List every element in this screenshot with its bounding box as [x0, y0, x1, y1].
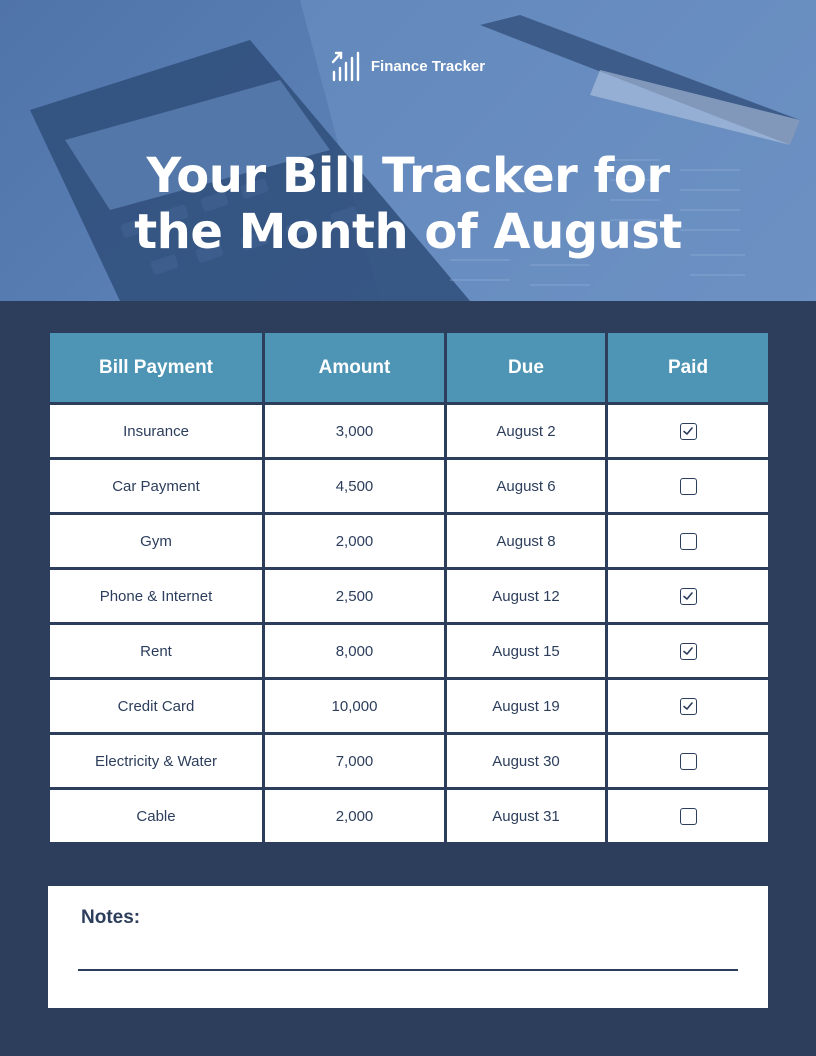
brand-name: Finance Tracker	[370, 57, 486, 75]
amount-cell: 10,000	[264, 679, 446, 734]
table-row	[49, 569, 770, 624]
paid-checkbox-unchecked[interactable]	[680, 533, 697, 550]
paid-cell	[607, 734, 770, 789]
bill-name-cell: Electricity & Water	[49, 734, 264, 789]
table-row	[49, 789, 770, 844]
paid-checkbox-checked[interactable]	[680, 643, 697, 660]
amount-cell: 8,000	[264, 624, 446, 679]
due-date-cell: August 2	[446, 404, 607, 459]
paid-checkbox-checked[interactable]	[680, 588, 697, 605]
table-row	[49, 734, 770, 789]
paid-checkbox-unchecked[interactable]	[680, 808, 697, 825]
table-row	[49, 514, 770, 569]
amount-cell: 2,500	[264, 569, 446, 624]
checkmark-icon	[682, 590, 694, 602]
checkmark-icon	[682, 700, 694, 712]
amount-cell: 4,500	[264, 459, 446, 514]
table-row	[49, 679, 770, 734]
due-date-cell: August 6	[446, 459, 607, 514]
header-due: Due	[446, 332, 607, 404]
paid-cell	[607, 514, 770, 569]
bill-name-cell: Phone & Internet	[49, 569, 264, 624]
table-header-row	[49, 332, 770, 404]
paid-checkbox-checked[interactable]	[680, 698, 697, 715]
paid-cell	[607, 624, 770, 679]
bill-name-cell: Gym	[49, 514, 264, 569]
page-title	[0, 148, 816, 260]
due-date-cell: August 19	[446, 679, 607, 734]
bill-name-cell: Credit Card	[49, 679, 264, 734]
paid-cell	[607, 404, 770, 459]
header-paid: Paid	[607, 332, 770, 404]
bar-chart-growth-icon	[331, 50, 361, 82]
due-date-cell: August 30	[446, 734, 607, 789]
table-row	[49, 404, 770, 459]
bill-name-cell: Insurance	[49, 404, 264, 459]
amount-cell: 2,000	[264, 789, 446, 844]
notes-panel	[48, 886, 768, 1008]
amount-cell: 2,000	[264, 514, 446, 569]
table-row	[49, 624, 770, 679]
notes-label: Notes:	[81, 907, 141, 928]
brand	[0, 50, 816, 82]
paid-checkbox-unchecked[interactable]	[680, 478, 697, 495]
due-date-cell: August 12	[446, 569, 607, 624]
bill-name-cell: Rent	[49, 624, 264, 679]
due-date-cell: August 8	[446, 514, 607, 569]
paid-checkbox-checked[interactable]	[680, 423, 697, 440]
paid-cell	[607, 789, 770, 844]
amount-cell: 7,000	[264, 734, 446, 789]
bill-name-cell: Cable	[49, 789, 264, 844]
checkmark-icon	[682, 645, 694, 657]
amount-cell: 3,000	[264, 404, 446, 459]
bill-name-cell: Car Payment	[49, 459, 264, 514]
bill-table	[47, 330, 771, 845]
due-date-cell: August 31	[446, 789, 607, 844]
header-amount: Amount	[264, 332, 446, 404]
header-bill-payment: Bill Payment	[49, 332, 264, 404]
page-title-line-1: Your Bill Tracker for	[146, 148, 670, 204]
paid-checkbox-unchecked[interactable]	[680, 753, 697, 770]
table-row	[49, 459, 770, 514]
bill-rows	[49, 404, 770, 844]
paid-cell	[607, 459, 770, 514]
notes-line[interactable]	[78, 969, 738, 971]
page-title-line-2: the Month of August	[134, 204, 682, 260]
checkmark-icon	[682, 425, 694, 437]
paid-cell	[607, 679, 770, 734]
paid-cell	[607, 569, 770, 624]
hero-banner	[0, 0, 816, 301]
due-date-cell: August 15	[446, 624, 607, 679]
